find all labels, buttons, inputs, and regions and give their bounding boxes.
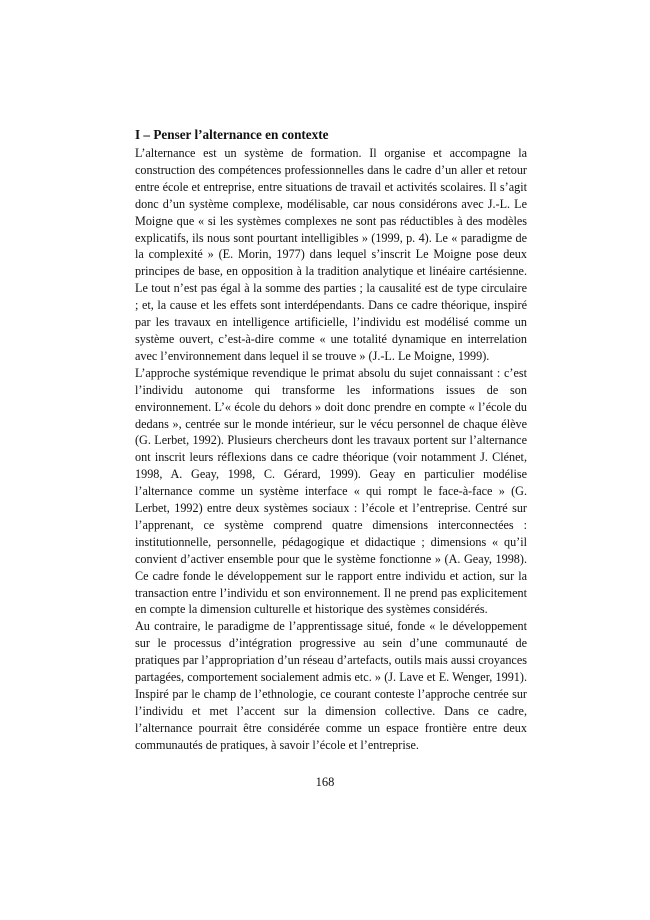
page-number: 168	[315, 775, 335, 789]
page-body	[135, 127, 527, 754]
paragraph-apprentissage-situe: Au contraire, le paradigme de l’apprentissage situé, fonde « le développement sur le processus d’intégration progressive au sein d’une communauté de pratiques par l’appropriation d’un réseau d’artefacts, outils mais aussi croyances partagées, comportement socialement admis etc. » (J. Lave et E. Wenger, 1991). Inspiré par le champ de l’ethnologie, ce courant conteste l’approche centrée sur l’individu et met l’accent sur la dimension collective. Dans ce cadre, l’alternance pourrait être considérée comme un espace frontière entre deux communautés de pratiques, à savoir l’école et l’entreprise.	[135, 619, 527, 752]
paragraph-approche-systemique: L’approche systémique revendique le primat absolu du sujet connaissant : c’est l’individu autonome qui transforme les informations issues de son environnement. L’« école du dehors » doit donc prendre en compte « l’école du dedans », centrée sur le monde intérieur, sur le vécu personnel de chaque élève (G. Lerbet, 1992). Plusieurs chercheurs dont les travaux portent sur l’alternance ont inscrit leurs réflexions dans ce cadre théorique (voir notamment J. Clénet, 1998, A. Geay, 1998, C. Gérard, 1999). Geay en particulier modélise l’alternance comme un système interface « qui rompt le face-à-face » (G. Lerbet, 1992) entre deux systèmes sociaux : l’école et l’entreprise. Centré sur l’apprenant, ce système comprend quatre dimensions interconnectées : institutionnelle, personnelle, pédagogique et didactique ; dimensions « qu’il convient d’activer ensemble pour que le système fonctionne » (A. Geay, 1998). Ce cadre fonde le développement sur le rapport entre individu et action, sur la transaction entre l’individu et son environnement. Il ne prend pas explicitement en compte la dimension culturelle et historique des systèmes considérés.	[135, 365, 527, 617]
paragraph-systeme-complexe: L’alternance est un système de formation. Il organise et accompagne la construction des compétences professionnelles dans le cadre d’un aller et retour entre école et entreprise, entre situations de travail et activités scolaires. Il s’agit donc d’un système complexe, modélisable, car nous considérons avec J.-L. Le Moigne que « si les systèmes complexes ne sont pas réductibles à des modèles explicatifs, ils nous sont pourtant intelligibles » (1999, p. 4). Le « paradigme de la complexité » (E. Morin, 1977) dans lequel s’inscrit Le Moigne pose deux principes de base, en opposition à la tradition analytique et linéaire cartésienne. Le tout n’est pas égal à la somme des parties ; la causalité est de type circulaire ; et, la cause et les effets sont interdépendants. Dans ce cadre théorique, inspiré par les travaux en intelligence artificielle, l’individu est modélisé comme un système ouvert, c’est-à-dire comme « une totalité dynamique en interrelation avec l’environnement dans lequel il se trouve » (J.-L. Le Moigne, 1999).	[135, 146, 527, 363]
section-heading: I – Penser l’alternance en contexte	[135, 127, 329, 142]
